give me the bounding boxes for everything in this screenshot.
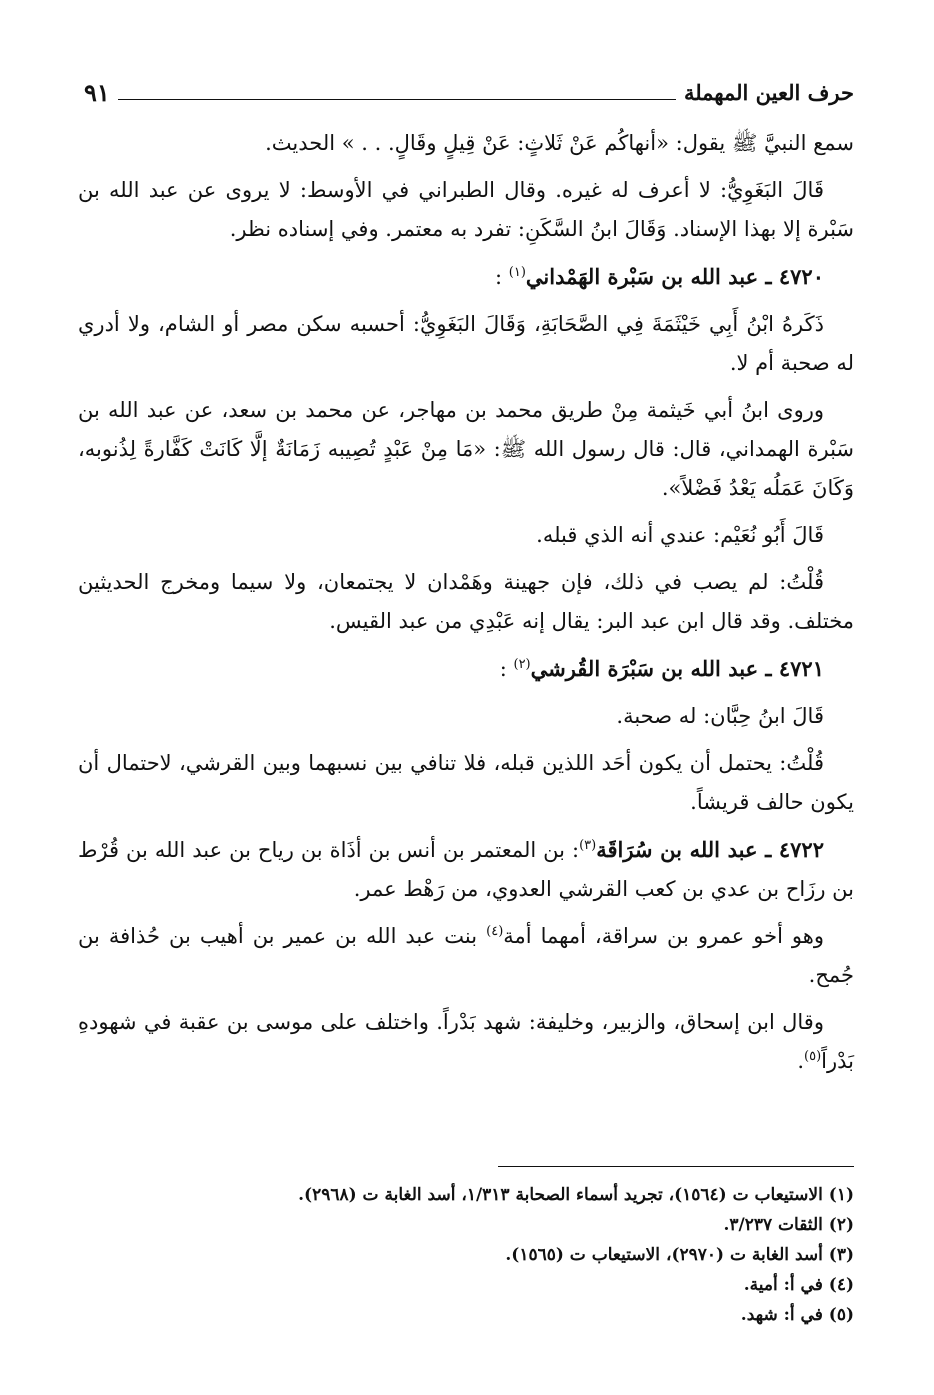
footnote-rule [498, 1166, 854, 1167]
footnote: (٥) في أ: شهد. [740, 1305, 854, 1325]
page-number: ٩١ [84, 77, 110, 107]
paragraph: قُلْتُ: يحتمل أن يكون أحَد اللذين قبله، فلا تنافي بين نسبهما وبين القرشي، لاحتمال أن يكون حالف قريشاً. [78, 751, 854, 814]
paragraph: قَالَ أَبُو نُعَيْم: عندي أنه الذي قبله. [536, 523, 824, 547]
entry-heading-4722: ٤٧٢٢ ـ عبد الله بن سُرَاقَة$^{(٣)}$: بن المعتمر بن أنس بن أذَاة بن رياح بن عبد الله بن قُرْط بن رزَاح بن عدي بن كعب القرشي العدوي، من رَهْط عمر. [78, 837, 854, 901]
paragraph: سمع النبيَّ ﷺ يقول: «أنهاكُم عَنْ ثَلاثٍ: عَنْ قِيلٍ وقَالٍ. . . » الحديث. [265, 131, 854, 155]
footnote: (١) الاستيعاب ت (١٥٦٤)، تجريد أسماء الصحابة ١/٣١٣، أسد الغابة ت (٢٩٦٨). [298, 1185, 854, 1205]
paragraph: وقال ابن إسحاق، والزبير، وخليفة: شهد بَدْراً. واختلف على موسى بن عقبة في شهودهِ بَدْراً$^{(٥)}$. [78, 1010, 854, 1073]
footnote: (٢) الثقات ٣/٢٣٧. [723, 1215, 854, 1235]
entry-heading-4720: ٤٧٢٠ ـ عبد الله بن سَبْرة الهَمْداني$^{(١)}$ : [495, 264, 824, 289]
page-header [78, 72, 854, 112]
paragraph: ذَكَرهُ ابْنُ أَبِي خَيْثَمَةَ فِي الصَّحَابَةِ، وَقَالَ البَغَوِيُّ: أحسبه سكن مصر أو الشام، ولا أدري له صحبة أم لا. [78, 312, 854, 375]
paragraph: وروى ابنُ أبي خَيثمة مِنْ طريق محمد بن مهاجر، عن محمد بن سعد، عن عبد الله بن سَبْرة الهمداني، قال: قال رسول الله ﷺ: «مَا مِنْ عَبْدٍ تُصِيبه زَمَانَةٌ إلَّا كَانَتْ كَفَّارةً لِذُنوبه، وَكَانَ عَمَلُه يَعْدُ فَضْلاً». [78, 398, 854, 500]
running-title: حرف العين المهملة [683, 79, 854, 105]
header-rule [118, 99, 676, 100]
paragraph: قَالَ البَغَوِيُّ: لا أعرف له غيره. وقال الطبراني في الأوسط: لا يروى عن عبد الله بن سَبْرة إلا بهذا الإسناد. وَقَالَ ابنُ السَّكَنِ: تفرد به معتمر. وفي إسناده نظر. [78, 178, 854, 241]
main-text [78, 124, 854, 1089]
footnote: (٤) في أ: أمية. [743, 1275, 854, 1295]
footnotes [78, 1180, 854, 1330]
entry-heading-4721: ٤٧٢١ ـ عبد الله بن سَبْرَة القُرشي$^{(٢)}$ : [499, 656, 824, 681]
paragraph: قُلْتُ: لم يصب في ذلك، فإن جهينة وهَمْدان لا يجتمعان، ولا سيما ومخرج الحديثين مختلف. وقد قال ابن عبد البر: يقال إنه عَبْدِي من عبد القيس. [78, 570, 854, 633]
paragraph: وهو أخو عمرو بن سراقة، أمهما أمة$^{(٤)}$ بنت عبد الله بن عمير بن أهيب بن حُذافة بن جُمح. [78, 924, 854, 987]
paragraph: قَالَ ابنُ حِبَّان: له صحبة. [616, 704, 824, 728]
footnote: (٣) أسد الغابة ت (٢٩٧٠)، الاستيعاب ت (١٥٦٥). [505, 1245, 854, 1265]
